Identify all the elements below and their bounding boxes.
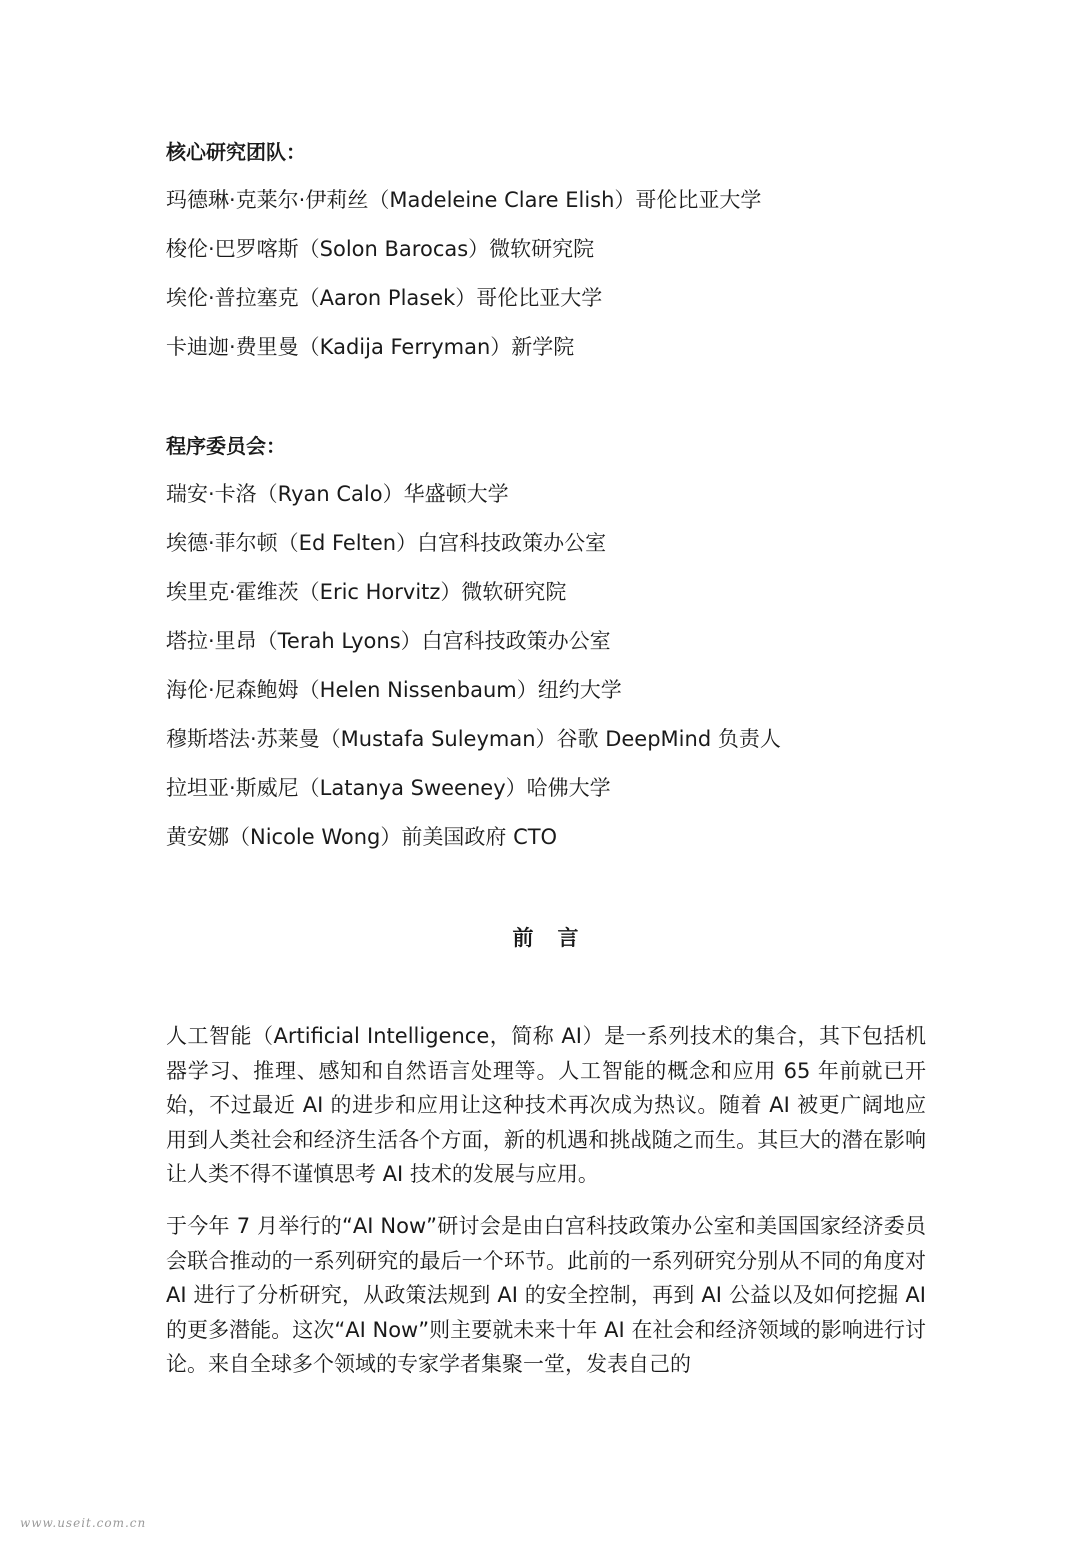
preface-paragraph: 人工智能（Artificial Intelligence，简称 AI）是一系列技术的集合，其下包括机器学习、推理、感知和自然语言处理等。人工智能的概念和应用 65 年前就已开始，不过最近 AI 的进步和应用让这种技术再次成为热议。随着 AI 被更广阔地应用到人类社会和经济生活各个方面，新的机遇和挑战随之而生。其巨大的潜在影响让人类不得不谨慎思考 AI 技术的发展与应用。 <box>166 1024 926 1186</box>
core-team-member: 玛德琳·克莱尔·伊莉丝（Madeleine Clare Elish）哥伦比亚大学 <box>166 188 762 212</box>
core-team-member: 梭伦·巴罗喀斯（Solon Barocas）微软研究院 <box>166 237 595 261</box>
program-committee-list <box>166 470 781 862</box>
preface-paragraph: 于今年 7 月举行的“AI Now”研讨会是由白宫科技政策办公室和美国国家经济委员会联合推动的一系列研究的最后一个环节。此前的一系列研究分别从不同的角度对 AI 进行了分析研究，从政策法规到 AI 的安全控制，再到 AI 公益以及如何挖掘 AI 的更多潜能。这次“AI Now”则主要就未来十年 AI 在社会和经济领域的影响进行讨论。来自全球多个领域的专家学者集聚一堂，发表自己的 <box>166 1214 926 1376</box>
committee-member: 埃德·菲尔顿（Ed Felten）白宫科技政策办公室 <box>166 531 607 555</box>
committee-member: 拉坦亚·斯威尼（Latanya Sweeney）哈佛大学 <box>166 776 611 800</box>
committee-member: 埃里克·霍维茨（Eric Horvitz）微软研究院 <box>166 580 567 604</box>
committee-member: 穆斯塔法·苏莱曼（Mustafa Suleyman）谷歌 DeepMind 负责人 <box>166 727 781 751</box>
core-team-member: 埃伦·普拉塞克（Aaron Plasek）哥伦比亚大学 <box>166 286 603 310</box>
watermark: www.useit.com.cn <box>20 1516 147 1530</box>
core-team-member: 卡迪迦·费里曼（Kadija Ferryman）新学院 <box>166 335 575 359</box>
committee-member: 塔拉·里昂（Terah Lyons）白宫科技政策办公室 <box>166 629 611 653</box>
preface-title: 前言 <box>512 926 603 950</box>
committee-member: 黄安娜（Nicole Wong）前美国政府 CTO <box>166 825 558 849</box>
committee-member: 海伦·尼森鲍姆（Helen Nissenbaum）纽约大学 <box>166 678 622 702</box>
core-team-list <box>166 176 761 372</box>
core-team-heading: 核心研究团队： <box>166 140 306 164</box>
program-committee-heading: 程序委员会： <box>166 434 286 458</box>
committee-member: 瑞安·卡洛（Ryan Calo）华盛顿大学 <box>166 482 509 506</box>
